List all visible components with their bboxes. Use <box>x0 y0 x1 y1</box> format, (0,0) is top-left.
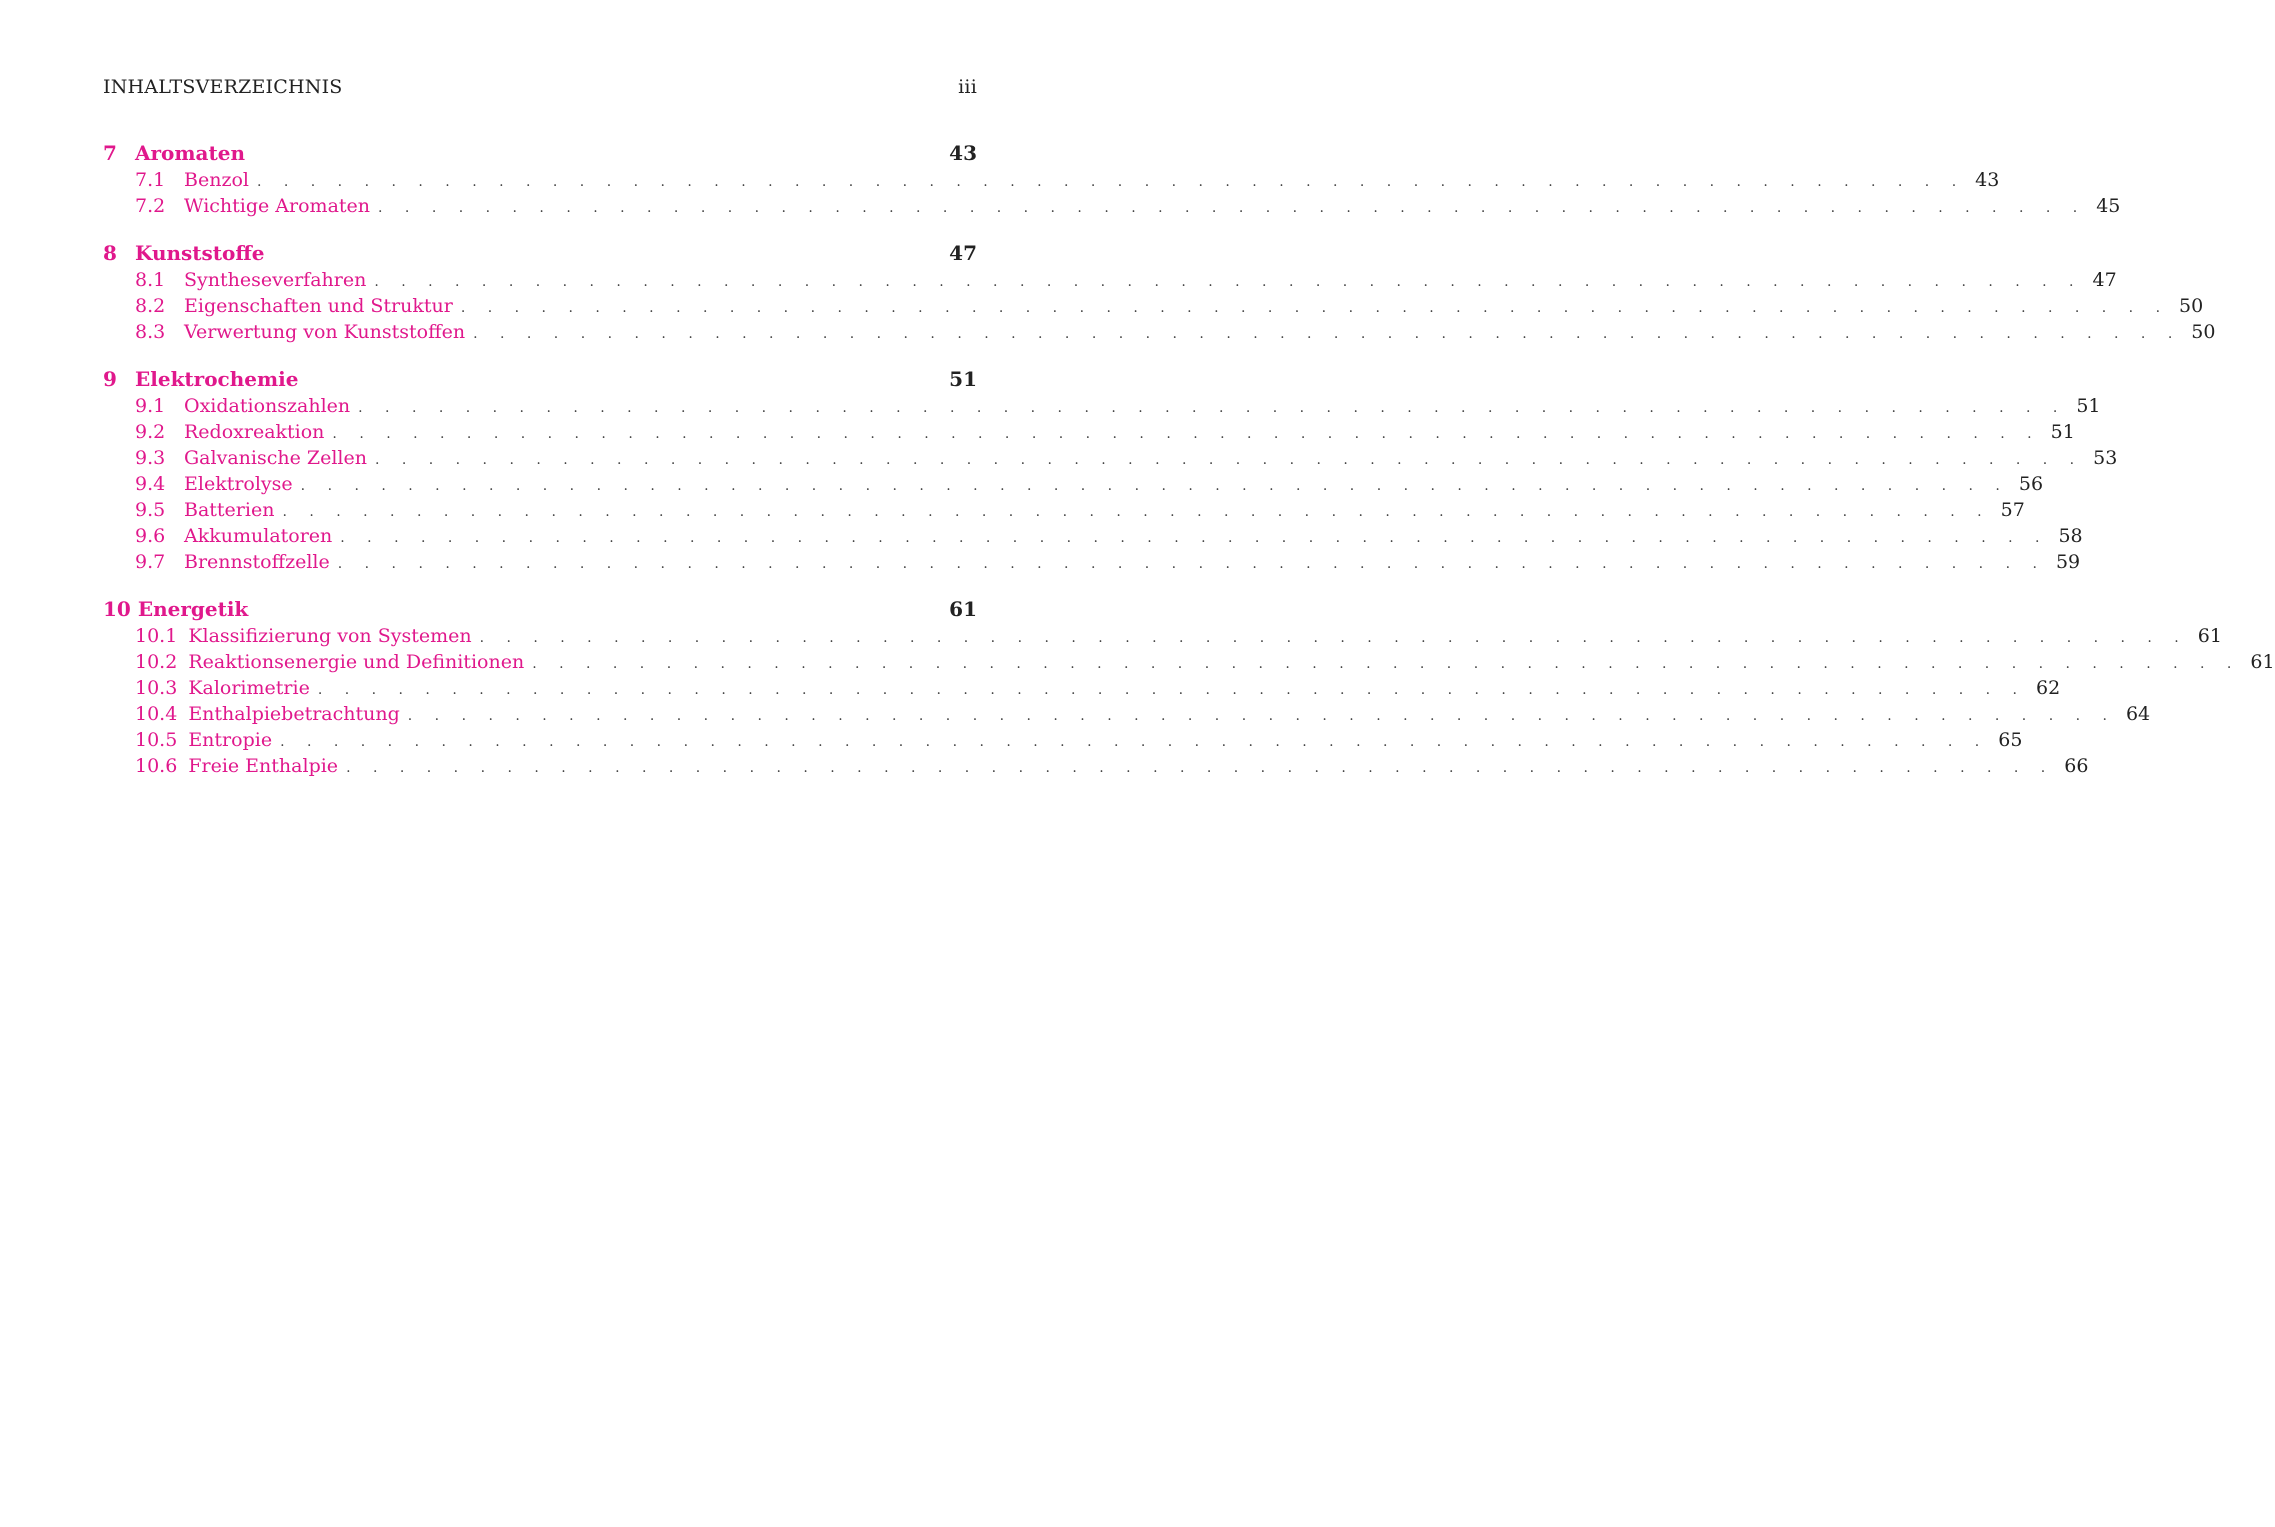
section-page-number: 58 <box>2058 525 2083 547</box>
section-number: 9.1 <box>135 395 166 417</box>
section-page-number: 47 <box>2092 269 2117 291</box>
toc-section-entry[interactable] <box>103 471 2044 497</box>
dot-leader: . . . . . . . . . . . . . . . . . . . . . . . . . . . . . . . . . . . . . . . . . . . . . . . . . . . . . . . . . . . . . . . . <box>374 274 2083 290</box>
section-number: 9.4 <box>135 473 166 495</box>
dot-leader: . . . . . . . . . . . . . . . . . . . . . . . . . . . . . . . . . . . . . . . . . . . . . . . . . . . . . . . . . . . . . . . . <box>378 200 2087 216</box>
section-page-number: 66 <box>2064 755 2089 777</box>
section-page-number: 57 <box>2000 499 2025 521</box>
section-page-number: 61 <box>2197 625 2222 647</box>
chapter-page-number: 43 <box>949 141 977 165</box>
dot-leader: . . . . . . . . . . . . . . . . . . . . . . . . . . . . . . . . . . . . . . . . . . . . . . . . . . . . . . . . . . . . . . . . <box>532 656 2241 672</box>
section-title[interactable]: Oxidationszahlen <box>184 395 351 417</box>
running-header-page-number: iii <box>958 76 977 98</box>
chapter-title[interactable]: Aromaten <box>135 141 246 165</box>
table-of-contents <box>103 140 2275 800</box>
toc-section-entry[interactable] <box>103 419 2075 445</box>
section-number: 7.1 <box>135 169 166 191</box>
dot-leader: . . . . . . . . . . . . . . . . . . . . . . . . . . . . . . . . . . . . . . . . . . . . . . . . . . . . . . . . . . . . . . . . <box>460 300 2170 316</box>
dot-leader: . . . . . . . . . . . . . . . . . . . . . . . . . . . . . . . . . . . . . . . . . . . . . . . . . . . . . . . . . . . . . . . . <box>300 478 2009 494</box>
chapter-number: 8 <box>103 241 117 265</box>
section-number: 9.6 <box>135 525 166 547</box>
toc-section-entry[interactable] <box>103 445 2118 471</box>
section-number: 10.2 <box>135 651 178 673</box>
section-number: 10.3 <box>135 677 178 699</box>
toc-section-entry[interactable] <box>103 727 2023 753</box>
toc-section-entry[interactable] <box>103 623 2222 649</box>
section-number: 8.3 <box>135 321 166 343</box>
dot-leader: . . . . . . . . . . . . . . . . . . . . . . . . . . . . . . . . . . . . . . . . . . . . . . . . . . . . . . . . . . . . . . . . <box>337 556 2046 572</box>
dot-leader: . . . . . . . . . . . . . . . . . . . . . . . . . . . . . . . . . . . . . . . . . . . . . . . . . . . . . . . . . . . . . . . . <box>358 400 2067 416</box>
section-number: 8.1 <box>135 269 166 291</box>
toc-chapter-8 <box>103 240 2216 345</box>
section-page-number: 59 <box>2055 551 2081 573</box>
dot-leader: . . . . . . . . . . . . . . . . . . . . . . . . . . . . . . . . . . . . . . . . . . . . . . . . . . . . . . . . . . . . . . . . <box>346 760 2055 776</box>
toc-section-entry[interactable] <box>103 701 2151 727</box>
section-number: 9.5 <box>135 499 166 521</box>
toc-chapter-9 <box>103 366 2118 575</box>
toc-section-entry[interactable] <box>103 167 2000 193</box>
section-title[interactable]: Reaktionsenergie und Definitionen <box>188 651 525 673</box>
section-page-number: 65 <box>1998 729 2023 751</box>
toc-section-entry[interactable] <box>103 293 2204 319</box>
section-number: 9.3 <box>135 447 166 469</box>
dot-leader: . . . . . . . . . . . . . . . . . . . . . . . . . . . . . . . . . . . . . . . . . . . . . . . . . . . . . . . . . . . . . . . . <box>473 326 2182 342</box>
chapter-page-number: 61 <box>949 597 977 621</box>
toc-chapter-entry[interactable] <box>103 240 977 267</box>
section-title[interactable]: Benzol <box>184 169 249 191</box>
toc-chapter-10 <box>103 596 2275 779</box>
section-number: 10.4 <box>135 703 178 725</box>
toc-section-entry[interactable] <box>103 497 2025 523</box>
section-page-number: 50 <box>2179 295 2204 317</box>
section-page-number: 51 <box>2050 421 2075 443</box>
section-number: 9.7 <box>135 551 166 573</box>
section-number: 9.2 <box>135 421 166 443</box>
section-page-number: 61 <box>2250 651 2275 673</box>
section-page-number: 56 <box>2018 473 2044 495</box>
chapter-number: 10 <box>103 597 131 621</box>
section-number: 8.2 <box>135 295 166 317</box>
dot-leader: . . . . . . . . . . . . . . . . . . . . . . . . . . . . . . . . . . . . . . . . . . . . . . . . . . . . . . . . . . . . . . . . <box>280 734 1989 750</box>
toc-section-entry[interactable] <box>103 753 2089 779</box>
section-page-number: 64 <box>2125 703 2151 725</box>
toc-section-entry[interactable] <box>103 267 2117 293</box>
toc-section-entry[interactable] <box>103 549 2081 575</box>
toc-section-entry[interactable] <box>103 393 2101 419</box>
toc-section-entry[interactable] <box>103 649 2275 675</box>
section-number: 10.1 <box>135 625 178 647</box>
section-number: 10.6 <box>135 755 178 777</box>
section-page-number: 51 <box>2076 395 2101 417</box>
chapter-title[interactable]: Kunststoffe <box>135 241 265 265</box>
section-title[interactable]: Brennstoffzelle <box>184 551 330 573</box>
section-title[interactable]: Wichtige Aromaten <box>184 195 371 217</box>
section-title[interactable]: Verwertung von Kunststoffen <box>184 321 466 343</box>
section-number: 10.5 <box>135 729 178 751</box>
section-title[interactable]: Freie Enthalpie <box>188 755 339 777</box>
section-page-number: 50 <box>2191 321 2216 343</box>
toc-chapter-entry[interactable] <box>103 596 977 623</box>
chapter-title[interactable]: Elektrochemie <box>135 367 299 391</box>
running-header <box>103 76 977 98</box>
section-page-number: 43 <box>1975 169 2000 191</box>
section-page-number: 53 <box>2093 447 2118 469</box>
section-title[interactable]: Batterien <box>184 499 275 521</box>
section-title[interactable]: Galvanische Zellen <box>184 447 367 469</box>
dot-leader: . . . . . . . . . . . . . . . . . . . . . . . . . . . . . . . . . . . . . . . . . . . . . . . . . . . . . . . . . . . . . . . . <box>374 452 2084 468</box>
dot-leader: . . . . . . . . . . . . . . . . . . . . . . . . . . . . . . . . . . . . . . . . . . . . . . . . . . . . . . . . . . . . . . . . <box>332 426 2041 442</box>
section-title[interactable]: Syntheseverfahren <box>184 269 367 291</box>
section-number: 7.2 <box>135 195 166 217</box>
chapter-number: 7 <box>103 141 117 165</box>
dot-leader: . . . . . . . . . . . . . . . . . . . . . . . . . . . . . . . . . . . . . . . . . . . . . . . . . . . . . . . . . . . . . . . . <box>479 630 2188 646</box>
section-title[interactable]: Entropie <box>188 729 273 751</box>
toc-section-entry[interactable] <box>103 675 2061 701</box>
toc-section-entry[interactable] <box>103 193 2121 219</box>
section-title[interactable]: Akkumulatoren <box>184 525 333 547</box>
section-title[interactable]: Klassifizierung von Systemen <box>188 625 472 647</box>
section-page-number: 45 <box>2096 195 2121 217</box>
toc-section-entry[interactable] <box>103 523 2083 549</box>
toc-chapter-entry[interactable] <box>103 366 977 393</box>
toc-section-entry[interactable] <box>103 319 2216 345</box>
chapter-page-number: 51 <box>949 367 977 391</box>
toc-chapter-7 <box>103 140 2121 219</box>
section-title[interactable]: Eigenschaften und Struktur <box>184 295 453 317</box>
dot-leader: . . . . . . . . . . . . . . . . . . . . . . . . . . . . . . . . . . . . . . . . . . . . . . . . . . . . . . . . . . . . . . . . <box>282 504 1991 520</box>
section-title[interactable]: Kalorimetrie <box>188 677 310 699</box>
chapter-number: 9 <box>103 367 117 391</box>
chapter-page-number: 47 <box>949 241 977 265</box>
chapter-title[interactable]: Energetik <box>137 597 249 621</box>
dot-leader: . . . . . . . . . . . . . . . . . . . . . . . . . . . . . . . . . . . . . . . . . . . . . . . . . . . . . . . . . . . . . . . . <box>317 682 2026 698</box>
dot-leader: . . . . . . . . . . . . . . . . . . . . . . . . . . . . . . . . . . . . . . . . . . . . . . . . . . . . . . . . . . . . . . . . <box>340 530 2049 546</box>
toc-chapter-entry[interactable] <box>103 140 977 167</box>
dot-leader: . . . . . . . . . . . . . . . . . . . . . . . . . . . . . . . . . . . . . . . . . . . . . . . . . . . . . . . . . . . . . . . . <box>256 174 1966 190</box>
section-title[interactable]: Redoxreaktion <box>184 421 325 443</box>
section-title[interactable]: Enthalpiebetrachtung <box>188 703 400 725</box>
running-header-title: INHALTSVERZEICHNIS <box>103 76 343 98</box>
section-page-number: 62 <box>2036 677 2061 699</box>
section-title[interactable]: Elektrolyse <box>184 473 293 495</box>
dot-leader: . . . . . . . . . . . . . . . . . . . . . . . . . . . . . . . . . . . . . . . . . . . . . . . . . . . . . . . . . . . . . . . . <box>407 708 2116 724</box>
